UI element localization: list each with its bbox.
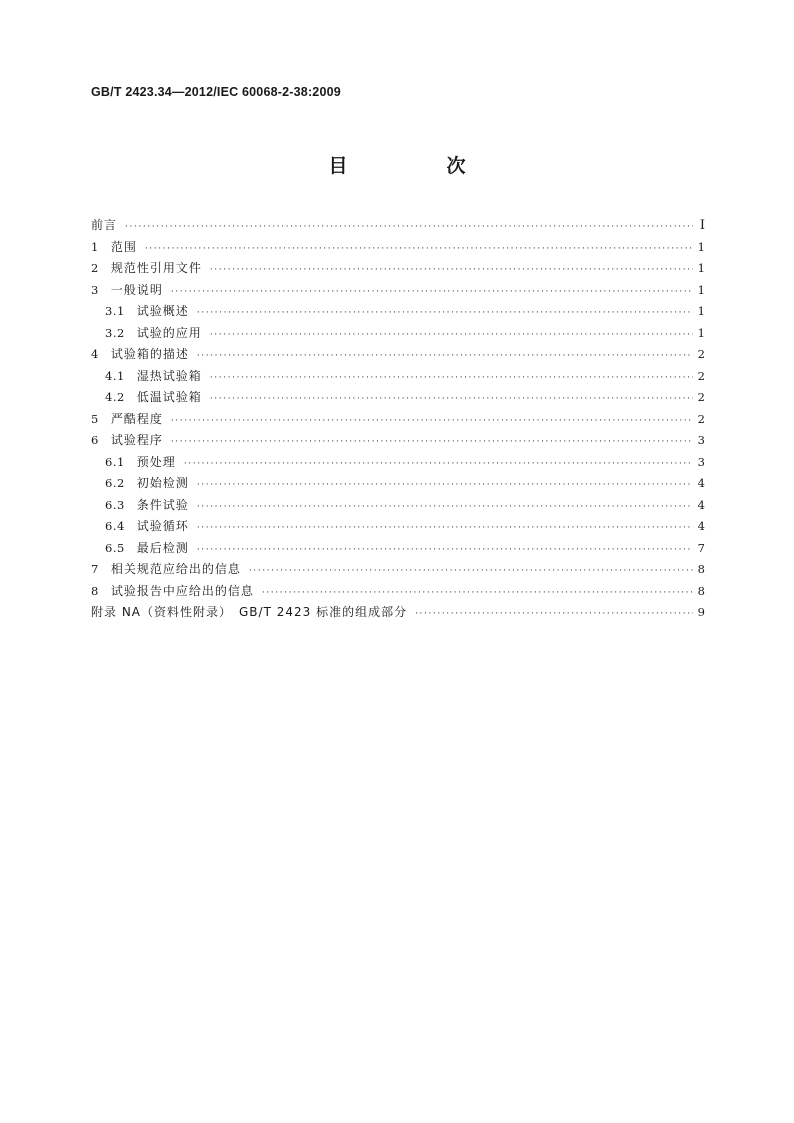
toc-entry-number: 6.2 xyxy=(105,476,125,490)
toc-entry[interactable] xyxy=(91,259,705,281)
toc-entry-page-number: 2 xyxy=(697,347,705,361)
document-standard-number: GB/T 2423.34—2012/IEC 60068-2-38:2009 xyxy=(91,85,341,99)
toc-dot-leader xyxy=(210,394,693,404)
toc-entry-page-number: 1 xyxy=(697,239,705,254)
toc-entry-label xyxy=(105,496,189,513)
toc-entry-number: 6.3 xyxy=(105,497,125,512)
toc-entry-number: 7 xyxy=(91,562,99,576)
toc-entry-label xyxy=(91,560,241,577)
toc-entry-title: 条件试验 xyxy=(136,497,189,512)
toc-entry[interactable] xyxy=(91,496,705,518)
toc-entry[interactable] xyxy=(91,345,705,367)
toc-dot-leader xyxy=(171,437,693,447)
toc-entry-label xyxy=(91,603,407,620)
toc-dot-leader xyxy=(210,265,693,275)
toc-entry-number: 6.5 xyxy=(105,540,125,555)
toc-entry[interactable] xyxy=(91,388,705,410)
toc-entry[interactable] xyxy=(91,431,705,453)
toc-entry-label xyxy=(91,431,163,448)
toc-entry-title: 试验报告中应给出的信息 xyxy=(110,583,254,598)
toc-entry[interactable] xyxy=(91,410,705,432)
toc-entry-label xyxy=(105,324,202,341)
toc-entry-title: 试验循环 xyxy=(136,519,189,533)
toc-dot-leader xyxy=(249,566,693,576)
toc-entry-number: 6.1 xyxy=(105,454,125,469)
toc-entry-page-number: 3 xyxy=(697,433,705,447)
toc-entry-page-number: 3 xyxy=(697,454,705,469)
table-of-contents xyxy=(91,216,705,625)
toc-entry[interactable] xyxy=(91,238,705,260)
toc-entry-label xyxy=(105,517,189,534)
toc-entry-label xyxy=(91,345,189,362)
toc-entry-title: 低温试验箱 xyxy=(136,390,202,404)
toc-dot-leader xyxy=(197,523,693,533)
toc-entry-title: 相关规范应给出的信息 xyxy=(110,562,241,576)
toc-entry-label xyxy=(105,388,202,405)
toc-entry-number: 6.4 xyxy=(105,519,125,533)
toc-entry-label xyxy=(105,539,189,556)
toc-entry[interactable] xyxy=(91,539,705,561)
toc-entry-number: 4.1 xyxy=(105,368,125,383)
toc-entry-title: 严酷程度 xyxy=(110,411,163,426)
toc-entry-title: 一般说明 xyxy=(110,282,163,297)
toc-entry-title: 初始检测 xyxy=(136,476,189,490)
toc-entry-title: 试验的应用 xyxy=(136,325,202,340)
toc-entry[interactable] xyxy=(91,560,705,582)
toc-entry[interactable] xyxy=(91,281,705,303)
toc-entry-title: 前言 xyxy=(91,218,118,232)
toc-dot-leader xyxy=(171,287,693,297)
toc-entry[interactable] xyxy=(91,603,705,625)
toc-dot-leader xyxy=(184,459,693,469)
page-title: 目 次 xyxy=(328,155,506,177)
toc-entry-page-number: 1 xyxy=(697,325,705,340)
toc-dot-leader xyxy=(210,373,693,383)
toc-entry-label xyxy=(91,216,117,233)
toc-entry-number: 8 xyxy=(91,583,99,598)
toc-entry-title: 预处理 xyxy=(136,454,176,469)
toc-entry-page-number: 2 xyxy=(697,390,705,404)
toc-entry-title: 附录 NA（资料性附录） GB/T 2423 标准的组成部分 xyxy=(91,605,408,619)
toc-entry-page-number: 7 xyxy=(697,540,705,555)
toc-entry[interactable] xyxy=(91,453,705,475)
toc-entry-title: 规范性引用文件 xyxy=(110,261,202,275)
toc-entry-label xyxy=(91,259,202,276)
toc-entry-number: 2 xyxy=(91,261,99,275)
toc-entry-label xyxy=(91,410,163,427)
toc-entry-number: 4.2 xyxy=(105,390,125,404)
toc-dot-leader xyxy=(197,351,693,361)
toc-dot-leader xyxy=(262,588,693,598)
toc-entry-label xyxy=(105,367,202,384)
toc-entry-page-number: 4 xyxy=(697,476,705,490)
toc-entry-number: 3.2 xyxy=(105,325,125,340)
toc-entry-page-number: 4 xyxy=(697,519,705,533)
toc-dot-leader xyxy=(197,480,693,490)
toc-entry-title: 试验概述 xyxy=(136,304,189,318)
toc-entry-page-number: 8 xyxy=(697,562,705,576)
toc-entry[interactable] xyxy=(91,302,705,324)
toc-entry-title: 试验箱的描述 xyxy=(110,347,189,361)
toc-dot-leader xyxy=(197,545,693,555)
toc-entry-page-number: 4 xyxy=(697,497,705,512)
toc-entry-page-number: 2 xyxy=(697,411,705,426)
toc-entry-number: 3 xyxy=(91,282,99,297)
toc-entry-page-number: 1 xyxy=(697,304,705,318)
toc-entry-label xyxy=(105,474,189,491)
toc-entry[interactable] xyxy=(91,582,705,604)
toc-entry-page-number: 2 xyxy=(697,368,705,383)
toc-entry-label xyxy=(91,238,137,255)
toc-dot-leader xyxy=(197,308,693,318)
toc-entry-page-number: 1 xyxy=(697,261,705,275)
toc-entry-number: 4 xyxy=(91,347,99,361)
toc-entry-number: 5 xyxy=(91,411,99,426)
toc-entry-number: 1 xyxy=(91,239,99,254)
toc-dot-leader xyxy=(145,244,693,254)
toc-entry-page-number: Ⅰ xyxy=(699,218,705,233)
toc-entry[interactable] xyxy=(91,367,705,389)
toc-entry[interactable] xyxy=(91,216,705,238)
toc-entry-label xyxy=(91,582,254,599)
toc-entry-number: 6 xyxy=(91,433,99,447)
toc-entry-label xyxy=(105,453,176,470)
toc-entry-number: 3.1 xyxy=(105,304,125,318)
toc-entry-page-number: 8 xyxy=(697,583,705,598)
toc-entry[interactable] xyxy=(91,324,705,346)
toc-dot-leader xyxy=(197,502,693,512)
toc-entry-page-number: 9 xyxy=(697,605,705,619)
toc-entry[interactable] xyxy=(91,517,705,539)
toc-entry-label xyxy=(91,281,163,298)
toc-dot-leader xyxy=(210,330,693,340)
toc-entry[interactable] xyxy=(91,474,705,496)
toc-entry-page-number: 1 xyxy=(697,282,705,297)
toc-dot-leader xyxy=(125,222,693,232)
toc-entry-title: 湿热试验箱 xyxy=(136,368,202,383)
toc-dot-leader xyxy=(415,609,693,619)
toc-entry-label xyxy=(105,302,189,319)
toc-dot-leader xyxy=(171,416,693,426)
toc-entry-title: 试验程序 xyxy=(110,433,163,447)
toc-entry-title: 范围 xyxy=(110,239,137,254)
toc-entry-title: 最后检测 xyxy=(136,540,189,555)
